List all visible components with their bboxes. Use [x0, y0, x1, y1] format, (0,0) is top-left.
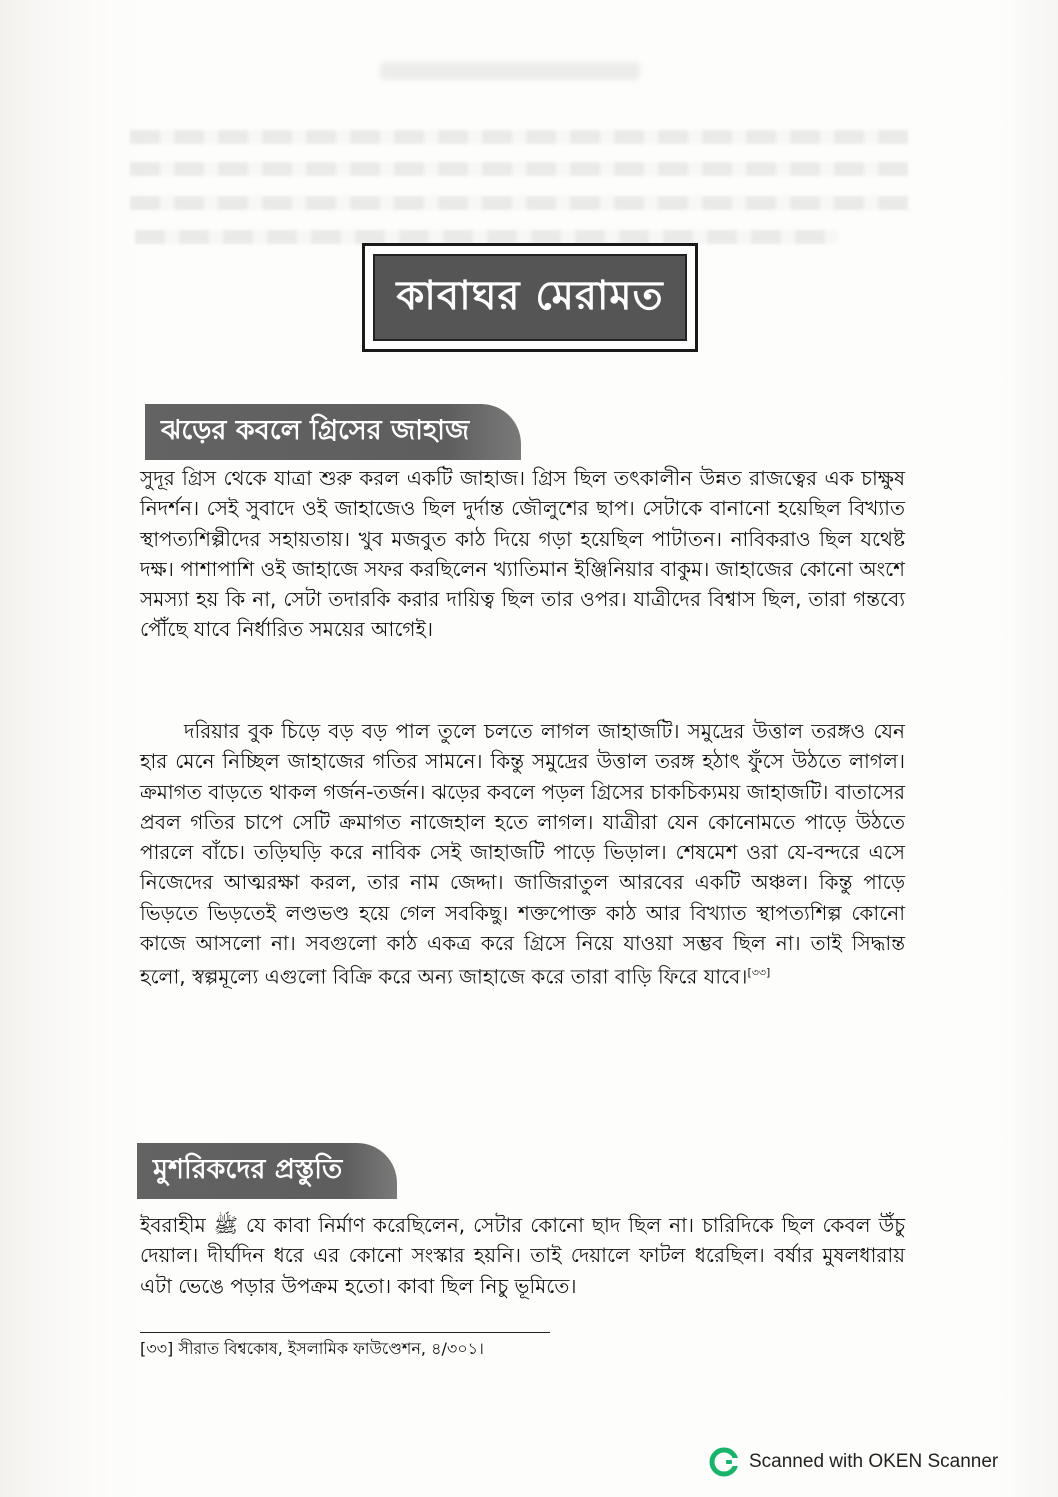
footnote-divider	[140, 1332, 550, 1333]
scanner-watermark	[709, 1447, 998, 1477]
bleed-through-line	[130, 196, 908, 210]
oken-scanner-logo-icon	[709, 1447, 739, 1477]
section-heading-1	[145, 404, 521, 460]
footnote: [৩৩] সীরাত বিশ্বকোষ, ইসলামিক ফাউণ্ডেশন, ৪/৩০১।	[140, 1339, 484, 1358]
bleed-through-header	[380, 62, 640, 80]
scanner-watermark-text: Scanned with OKEN Scanner	[749, 1451, 999, 1472]
footnote-reference[interactable]: [৩৩]	[747, 966, 771, 980]
bleed-through-line	[135, 230, 838, 244]
paragraph: ইবরাহীম ﷺ যে কাবা নির্মাণ করেছিলেন, সেটার কোনো ছাদ ছিল না। চারিদিকে ছিল কেবল উঁচু দেয়াল। দীর্ঘদিন ধরে এর কোনো সংস্কার হয়নি। তাই দেয়ালে ফাটল ধরেছিল। বর্ষার মুষলধারায় এটা ভেঙে পড়ার উপক্রম হতো। কাবা ছিল নিচু ভূমিতে।	[140, 1213, 905, 1298]
bleed-through-line	[130, 130, 908, 144]
section-heading-text: মুশরিকদের প্রস্তুতি	[153, 1153, 343, 1185]
bleed-through-line	[130, 162, 908, 176]
chapter-title-box	[362, 243, 698, 352]
paragraph: দরিয়ার বুক চিড়ে বড় বড় পাল তুলে চলতে লাগল জাহাজটি। সমুদ্রের উত্তাল তরঙ্গও যেন হার মেনে নিচ্ছিল জাহাজের গতির সামনে। কিন্তু সমুদ্রের উত্তাল তরঙ্গ হঠাৎ ফুঁসে উঠতে লাগল। ক্রমাগত বাড়তে থাকল গর্জন-তর্জন। ঝড়ের কবলে পড়ল গ্রিসের চাকচিক্যময় জাহাজটি। বাতাসের প্রবল গতির চাপে সেটি ক্রমাগত নাজেহাল হতে লাগল। যাত্রীরা যেন কোনোমতে পাড়ে উঠতে পারলে বাঁচে। তড়িঘড়ি করে নাবিক সেই জাহাজটি পাড়ে ভিড়াল। শেষমেশ ওরা যে-বন্দরে এসে নিজেদের আত্মরক্ষা করল, তার নাম জেদ্দা। জাজিরাতুল আরবের একটি অঞ্চল। কিন্তু পাড়ে ভিড়তে ভিড়তেই লণ্ডভণ্ড হয়ে গেল সবকিছু। শক্তপোক্ত কাঠ আর বিখ্যাত স্থাপত্যশিল্প কোনো কাজে আসলো না। সবগুলো কাঠ একত্র করে গ্রিসে নিয়ে যাওয়া সম্ভব ছিল না। তাই সিদ্ধান্ত হলো, স্বল্পমূল্যে এগুলো বিক্রি করে অন্য জাহাজে করে তারা বাড়ি ফিরে যাবে।[৩৩]	[140, 719, 905, 990]
section-heading-text: ঝড়ের কবলে গ্রিসের জাহাজ	[161, 414, 470, 446]
chapter-title: কাবাঘর মেরামত	[396, 273, 664, 319]
paragraph: সুদূর গ্রিস থেকে যাত্রা শুরু করল একটি জাহাজ। গ্রিস ছিল তৎকালীন উন্নত রাজত্বের এক চাক্ষুষ নিদর্শন। সেই সুবাদে ওই জাহাজেও ছিল দুর্দান্ত জৌলুশের ছাপ। সেটাকে বানানো হয়েছিল বিখ্যাত স্থাপত্যশিল্পীদের সহায়তায়। খুব মজবুত কাঠ দিয়ে গড়া হয়েছিল পাটাতন। নাবিকরাও ছিল যথেষ্ট দক্ষ। পাশাপাশি ওই জাহাজে সফর করছিলেন খ্যাতিমান ইঞ্জিনিয়ার বাকুম। জাহাজের কোনো অংশে সমস্যা হয় কি না, সেটা তদারকি করার দায়িত্ব ছিল তার ওপর। যাত্রীদের বিশ্বাস ছিল, তারা গন্তব্যে পৌঁছে যাবে নির্ধারিত সময়ের আগেই।	[140, 466, 905, 642]
section-heading-2	[137, 1143, 397, 1199]
